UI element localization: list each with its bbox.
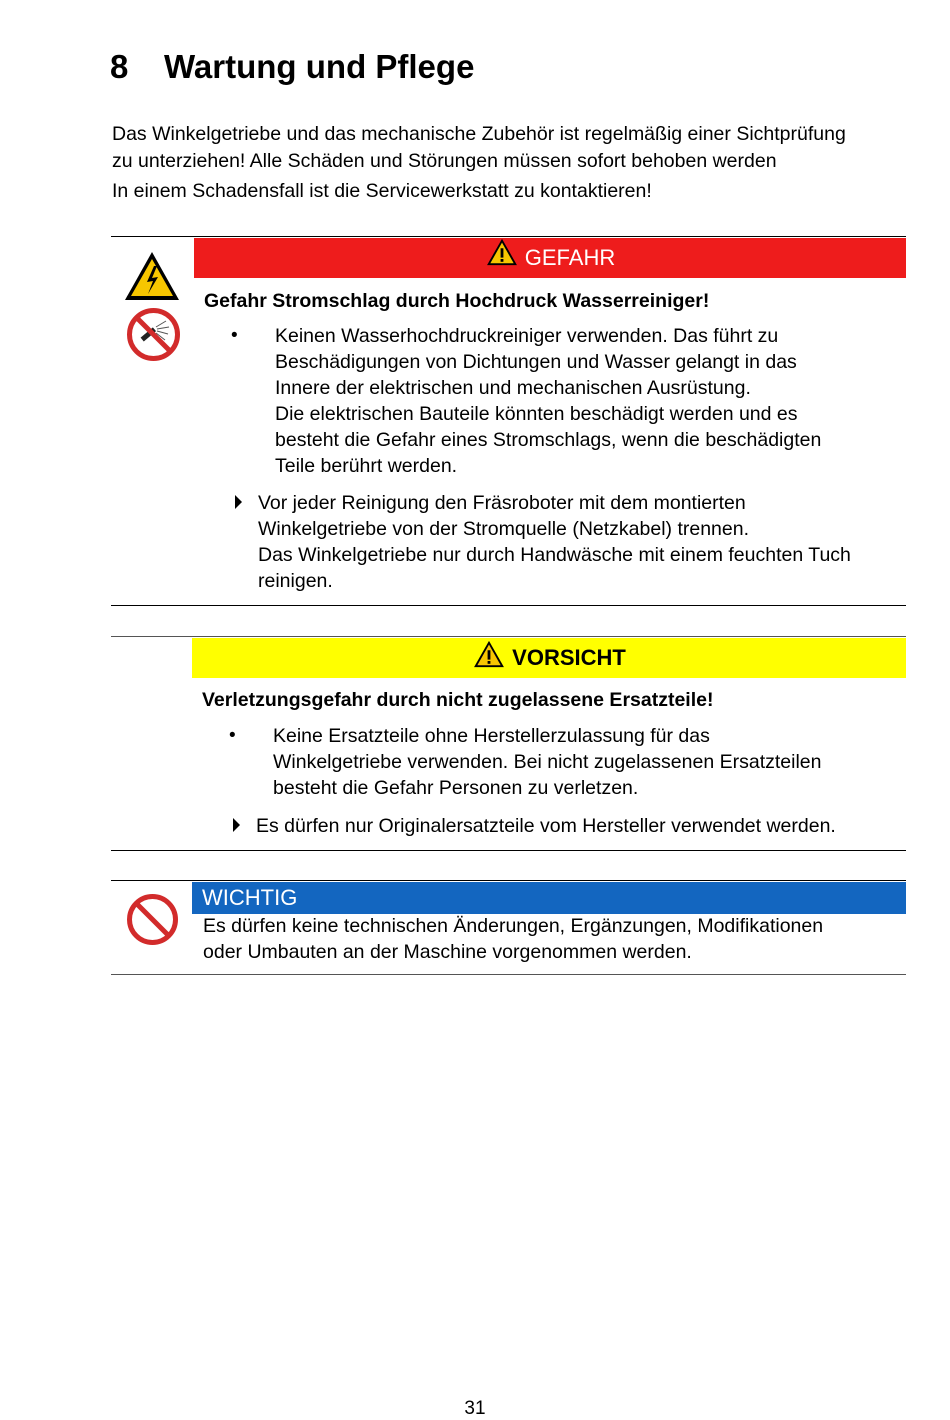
danger-banner — [194, 238, 906, 278]
caution-bottom-rule — [111, 850, 906, 851]
text-line: oder Umbauten an der Maschine vorgenommen werden. — [203, 941, 692, 963]
caution-bullet-text — [273, 723, 893, 801]
text-line: Das Winkelgetriebe nur durch Handwäsche mit einem feuchten Tuch — [258, 544, 851, 566]
intro-line: In einem Schadensfall ist die Servicewerkstatt zu kontaktieren! — [112, 180, 652, 202]
section-heading — [110, 48, 474, 86]
text-line: Es dürfen keine technischen Änderungen, Ergänzungen, Modifikationen — [203, 915, 824, 937]
intro-paragraph — [112, 121, 912, 205]
bullet-dot: • — [231, 325, 238, 346]
prohibition-sign-icon — [126, 893, 179, 946]
danger-action-text — [258, 490, 903, 594]
text-line: Innere der elektrischen und mechanischen Ausrüstung. — [275, 377, 751, 399]
text-line: Winkelgetriebe verwenden. Bei nicht zugelassenen Ersatzteilen — [273, 751, 822, 773]
caution-heading: Verletzungsgefahr durch nicht zugelassene Ersatzteile! — [202, 689, 714, 711]
caution-action-text: Es dürfen nur Originalersatzteile vom Hersteller verwendet werden. — [256, 815, 836, 837]
action-arrow-icon — [235, 495, 242, 509]
danger-heading: Gefahr Stromschlag durch Hochdruck Wasserreiniger! — [204, 290, 710, 312]
text-line: Keinen Wasserhochdruckreiniger verwenden. Das führt zu — [275, 325, 779, 347]
text-line: Vor jeder Reinigung den Fräsroboter mit dem montierten — [258, 492, 746, 514]
bullet-dot: • — [229, 725, 236, 746]
danger-label: GEFAHR — [524, 245, 616, 270]
danger-top-rule — [111, 236, 906, 237]
intro-line: Das Winkelgetriebe und das mechanische Zubehör ist regelmäßig einer Sichtprüfung — [112, 123, 846, 145]
text-line: besteht die Gefahr Personen zu verletzen. — [273, 777, 639, 799]
notice-bottom-rule — [111, 974, 906, 975]
text-line: reinigen. — [258, 570, 333, 592]
page-number: 31 — [464, 1398, 486, 1419]
notice-top-rule — [111, 880, 906, 881]
text-line: Teile berührt werden. — [275, 455, 458, 477]
notice-banner — [192, 882, 906, 914]
intro-line: zu unterziehen! Alle Schäden und Störungen müssen sofort behoben werden — [112, 150, 777, 172]
no-pressure-washer-sign-icon — [126, 307, 181, 362]
text-line: Die elektrischen Bauteile könnten beschädigt werden und es — [275, 403, 798, 425]
warning-triangle-icon — [472, 640, 506, 668]
text-line: besteht die Gefahr eines Stromschlags, wenn die beschädigten — [275, 429, 822, 451]
notice-label: WICHTIG — [202, 885, 298, 910]
danger-bullet-text — [275, 323, 895, 479]
warning-triangle-icon — [485, 238, 519, 266]
electric-hazard-sign-icon — [123, 250, 181, 302]
caution-label: VORSICHT — [512, 645, 626, 670]
notice-text — [203, 913, 903, 965]
danger-bottom-rule — [111, 605, 906, 606]
caution-banner — [192, 638, 906, 678]
section-number: 8 — [110, 48, 129, 85]
text-line: Keine Ersatzteile ohne Herstellerzulassung für das — [273, 725, 710, 747]
text-line: Winkelgetriebe von der Stromquelle (Netzkabel) trennen. — [258, 518, 749, 540]
section-title: Wartung und Pflege — [164, 48, 475, 85]
caution-top-rule — [111, 636, 906, 637]
action-arrow-icon — [233, 818, 240, 832]
text-line: Beschädigungen von Dichtungen und Wasser gelangt in das — [275, 351, 797, 373]
